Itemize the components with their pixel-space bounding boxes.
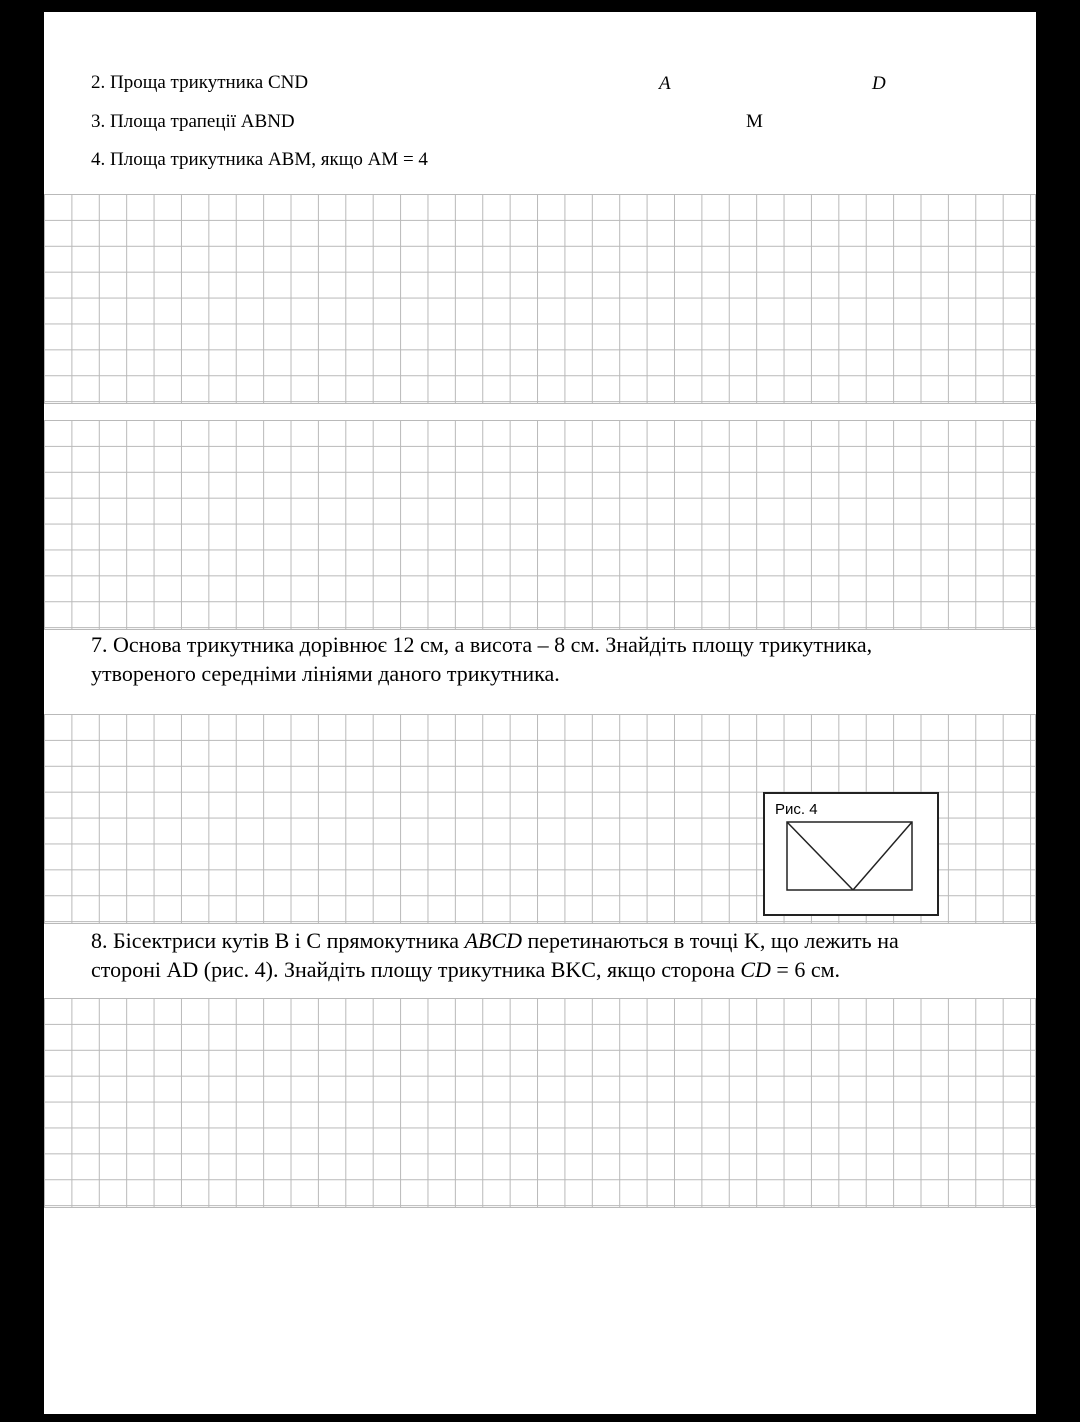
figure-4: [763, 792, 939, 916]
item-3-trapezoid-abnd: 3. Площа трапеції ABND: [91, 111, 295, 132]
answer-grid-1[interactable]: [44, 194, 1036, 404]
task-8-line-2: [91, 957, 840, 983]
task-7-line-1: 7. Основа трикутника дорівнює 12 см, а висота – 8 см. Знайдіть площу трикутника,: [91, 632, 873, 657]
answer-grid-2[interactable]: [44, 420, 1036, 630]
bisector-from-b: [787, 822, 853, 890]
task-8-cd: CD: [740, 957, 771, 982]
item-4-triangle-abm: 4. Площа трикутника ABM, якщо AM = 4: [91, 149, 428, 170]
task-8-line-2-part-c: = 6 см.: [770, 957, 840, 982]
figure-4-caption: Рис. 4: [775, 801, 818, 818]
task-8-line-1-part-a: 8. Бісектриси кутів B і C прямокутника: [91, 928, 465, 953]
point-label-d: D: [872, 73, 886, 94]
task-8-line-1: [91, 928, 899, 954]
point-label-a: A: [659, 73, 671, 94]
task-8-abcd: ABCD: [464, 928, 523, 953]
answer-grid-4[interactable]: [44, 998, 1036, 1208]
point-label-m: M: [746, 111, 763, 132]
item-2-triangle-cnd: 2. Проща трикутника CND: [91, 72, 309, 93]
worksheet-page: [44, 12, 1036, 1414]
task-8-line-2-part-a: стороні AD (рис. 4). Знайдіть площу трикутника BKC, якщо сторона: [91, 957, 741, 982]
rectangle-abcd: [787, 822, 912, 890]
task-8-line-1-part-c: перетинаються в точці K, що лежить на: [522, 928, 899, 953]
task-7-line-2: утвореного середніми лініями даного трикутника.: [91, 661, 560, 686]
bisector-from-c: [853, 822, 912, 890]
figure-4-drawing: [765, 794, 937, 914]
